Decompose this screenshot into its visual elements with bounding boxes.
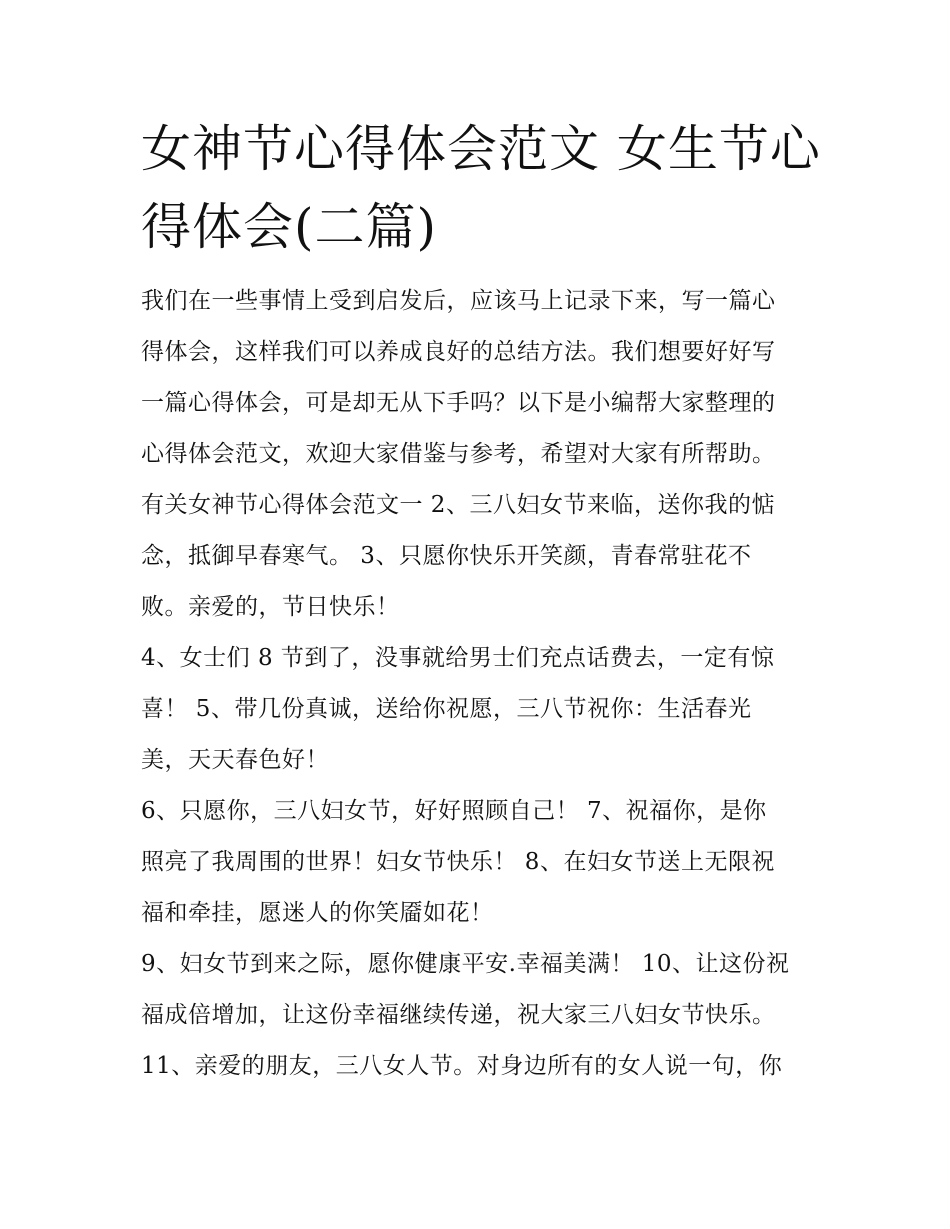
document-body — [141, 276, 831, 1092]
paragraph-intro: 我们在一些事情上受到启发后，应该马上记录下来，写一篇心 得体会，这样我们可以养成良好的总结方法。我们想要好好写 一篇心得体会，可是却无从下手吗？以下是小编帮大家整理的 心得体会范文，欢迎大家借鉴与参考，希望对大家有所帮助。 有关女神节心得体会范文一 2、三八妇女节来临，送你我的惦 念，抵御早春寒气。 3、只愿你快乐开笑颜，青春常驻花不 败。亲爱的，节日快乐！ — [141, 288, 776, 620]
paragraph-wishes-11: 11、亲爱的朋友，三八女人节。对身边所有的女人说一句，你 — [141, 1053, 783, 1079]
paragraph-wishes-9-10: 9、妇女节到来之际，愿你健康平安.幸福美满！ 10、让这份祝 福成倍增加，让这份幸福继续传递，祝大家三八妇女节快乐。 — [141, 951, 790, 1028]
document-title: 女神节心得体会范文 女生节心 得体会(二篇) — [141, 120, 821, 256]
paragraph-wishes-6-8: 6、只愿你，三八妇女节，好好照顾自己！ 7、祝福你，是你 照亮了我周围的世界！妇女节快乐！ 8、在妇女节送上无限祝 福和牵挂，愿迷人的你笑靥如花！ — [141, 798, 775, 926]
paragraph-wishes-4-5: 4、女士们 8 节到了，没事就给男士们充点话费去，一定有惊 喜！ 5、带几份真诚，送给你祝愿，三八节祝你：生活春光 美，天天春色好！ — [141, 645, 775, 773]
